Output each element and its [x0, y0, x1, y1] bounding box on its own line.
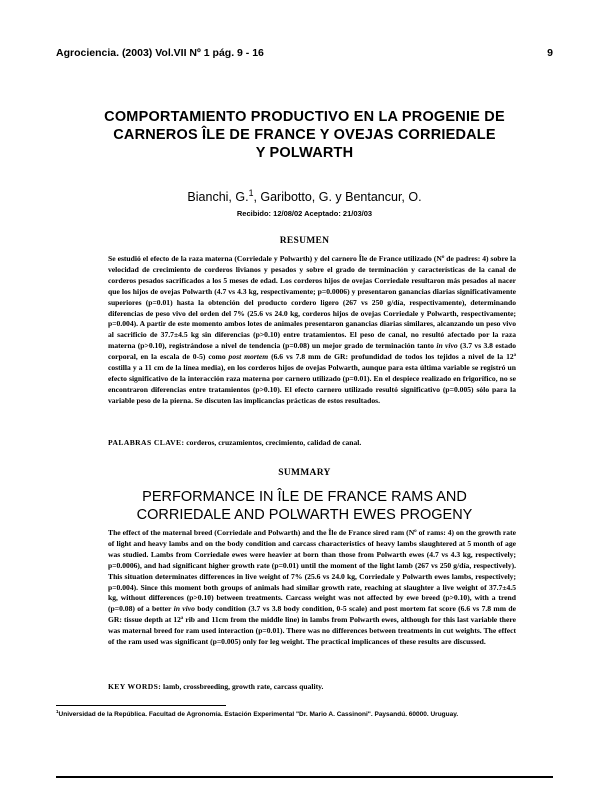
title-line: PERFORMANCE IN ÎLE DE FRANCE RAMS AND [142, 489, 467, 505]
summary-text: The effect of the maternal breed (Corriedale and Polwarth) and the Île de France sired ram (Nº of rams: 4) on the growth rate of light and heavy lambs and on the body condition and carcass characteristics of heavy lambs slaughtered at 5 month of age was studied. Lambs from Corriedale ewes were heavier at born than those from Polwarth ewes (4.7 vs 4.3 kg, respectively; p=0.0006), and had significant higher growth rate (p=0.01) until the moment of the light lamb (267 vs 250 g/día, respectively). This situation determinates differences in live weight of 7% (25.6 vs 24.0 kg, Corriedale y Polwarth ewes lambs, respectively; p=0.004). Since this moment both groups of animals had similar growth rate, reaching at slaughter a live weight of 37.7±4.5 kg, without differences (p>0.10) between treatments. Carcass weight was not affected by ewe breed (p>0.10), with a trend (p=0.08) of a better [108, 528, 516, 614]
palabras-clave [108, 438, 516, 447]
keywords-text: lamb, crossbreeding, growth rate, carcass quality. [161, 682, 324, 691]
title-line: CORRIEDALE AND POLWARTH EWES PROGENY [136, 507, 473, 523]
authors [0, 187, 609, 204]
running-header [56, 47, 553, 61]
affiliation-footnote [56, 708, 553, 718]
title-line: COMPORTAMIENTO PRODUCTIVO EN LA PROGENIE DE [104, 109, 505, 125]
resumen-body [108, 254, 516, 407]
resumen-italic: in vivo [436, 341, 458, 351]
summary-body [108, 528, 516, 648]
summary-text: body condition (3.7 vs 3.8 body condition, 0-5 scale) and post mortem fat score (6.6 vs 7.8 mm de GR: tissue depth at 12ª rib and 11cm from the middle line) in lambs from Polwarth ewes, although for this last variable there was maternal breed for ram used interaction (p=0.01). There was no differences between treatments in cut weights. The effect of the ram used was significant (p=0.005) only for leg weight. The practical implicances of these results are discussed. [108, 604, 516, 647]
resumen-text: (6.6 vs 7.8 mm de GR: profundidad de todos los tejidos a nivel de la 12ª costilla y a 11 cm de la línea media), en los corderos hijos de ovejas Polwarth, aunque para esta última variable se registró un efecto significativo de la interacción raza materna por carnero utilizado (p=0.01). En el despiece realizado en frigorífico, no se encontraron diferencias entre tratamientos (p>0.10). El efecto carnero utilizado resultó significativo (p=0.005) sólo para la variable peso de la pierna. Se discuten las implicancias prácticas de estos resultados. [108, 352, 516, 405]
resumen-text: (3.7 vs 3.8 estado corporal, en la escala de 0-5) como [108, 341, 517, 362]
author-affiliation-mark: 1 [248, 187, 254, 198]
footnote-text: Universidad de la República. Facultad de Agronomía. Estación Experimental "Dr. Mario A. Cassinoni". Paysandú. 60000. Uruguay. [58, 711, 459, 718]
resumen-text: Se estudió el efecto de la raza materna (Corriedale y Polwarth) y del carnero Île de France utilizado (Nº de padres: 4) sobre la velocidad de crecimiento de corderos livianos y pesados y sobre el grado de terminación y características de la canal de corderos pesados sacrificados a los 5 meses de edad. Los corderos hijos de ovejas Corriedale resultaron más pesados al nacer que los hijos de ovejas Polwarth (4.7 vs 4.3 kg, respectivamente; p=0.0006) y presentaron ganancias diarias significativamente superiores (p=0.01) hasta la obtención del producto cordero ligero (267 vs 250 g/día, respectivamente), determinando diferencias de peso vivo del orden del 7% (25.6 vs 24.0 kg, corderos hijos de ovejas Corriedale y Polwarth, respectivamente; p=0.004). A partir de este momento ambos lotes de animales presentaron ganancias diarias similares, alcanzando un peso vivo al sacrificio de 37.7±4.5 kg sin diferencias (p>0.10) entre tratamientos. El peso de canal, no resultó afectado por la raza materna (p>0.10), registrándose a nivel de tendencia (p=0.08) un mejor grado de terminación tanto [108, 254, 516, 351]
keywords-text: corderos, cruzamientos, crecimiento, calidad de canal. [184, 438, 362, 447]
keywords-label: KEY WORDS: [108, 682, 162, 691]
resumen-italic: post mortem [228, 352, 269, 362]
page-bottom-rule [56, 776, 553, 778]
title-line: Y POLWARTH [255, 145, 354, 161]
received-accepted-dates: Recibido: 12/08/02 Aceptado: 21/03/03 [236, 209, 373, 218]
article-title-en [60, 488, 549, 524]
article-title-es [60, 108, 549, 162]
footnote-mark: 1 [56, 708, 59, 714]
resumen-heading: RESUMEN [279, 236, 330, 246]
title-line: CARNEROS ÎLE DE FRANCE Y OVEJAS CORRIEDALE [113, 127, 496, 143]
author-first: Bianchi, G. [187, 190, 249, 204]
page-number: 9 [547, 47, 553, 59]
key-words [108, 682, 516, 691]
journal-citation: Agrociencia. (2003) Vol.VII Nº 1 pág. 9 - 16 [56, 47, 264, 59]
keywords-label: PALABRAS CLAVE: [108, 438, 185, 447]
footnote-divider [56, 705, 226, 706]
summary-italic: in vivo [173, 604, 195, 614]
author-rest: , Garibotto, G. y Bentancur, O. [253, 190, 422, 204]
summary-heading: SUMMARY [278, 468, 331, 478]
